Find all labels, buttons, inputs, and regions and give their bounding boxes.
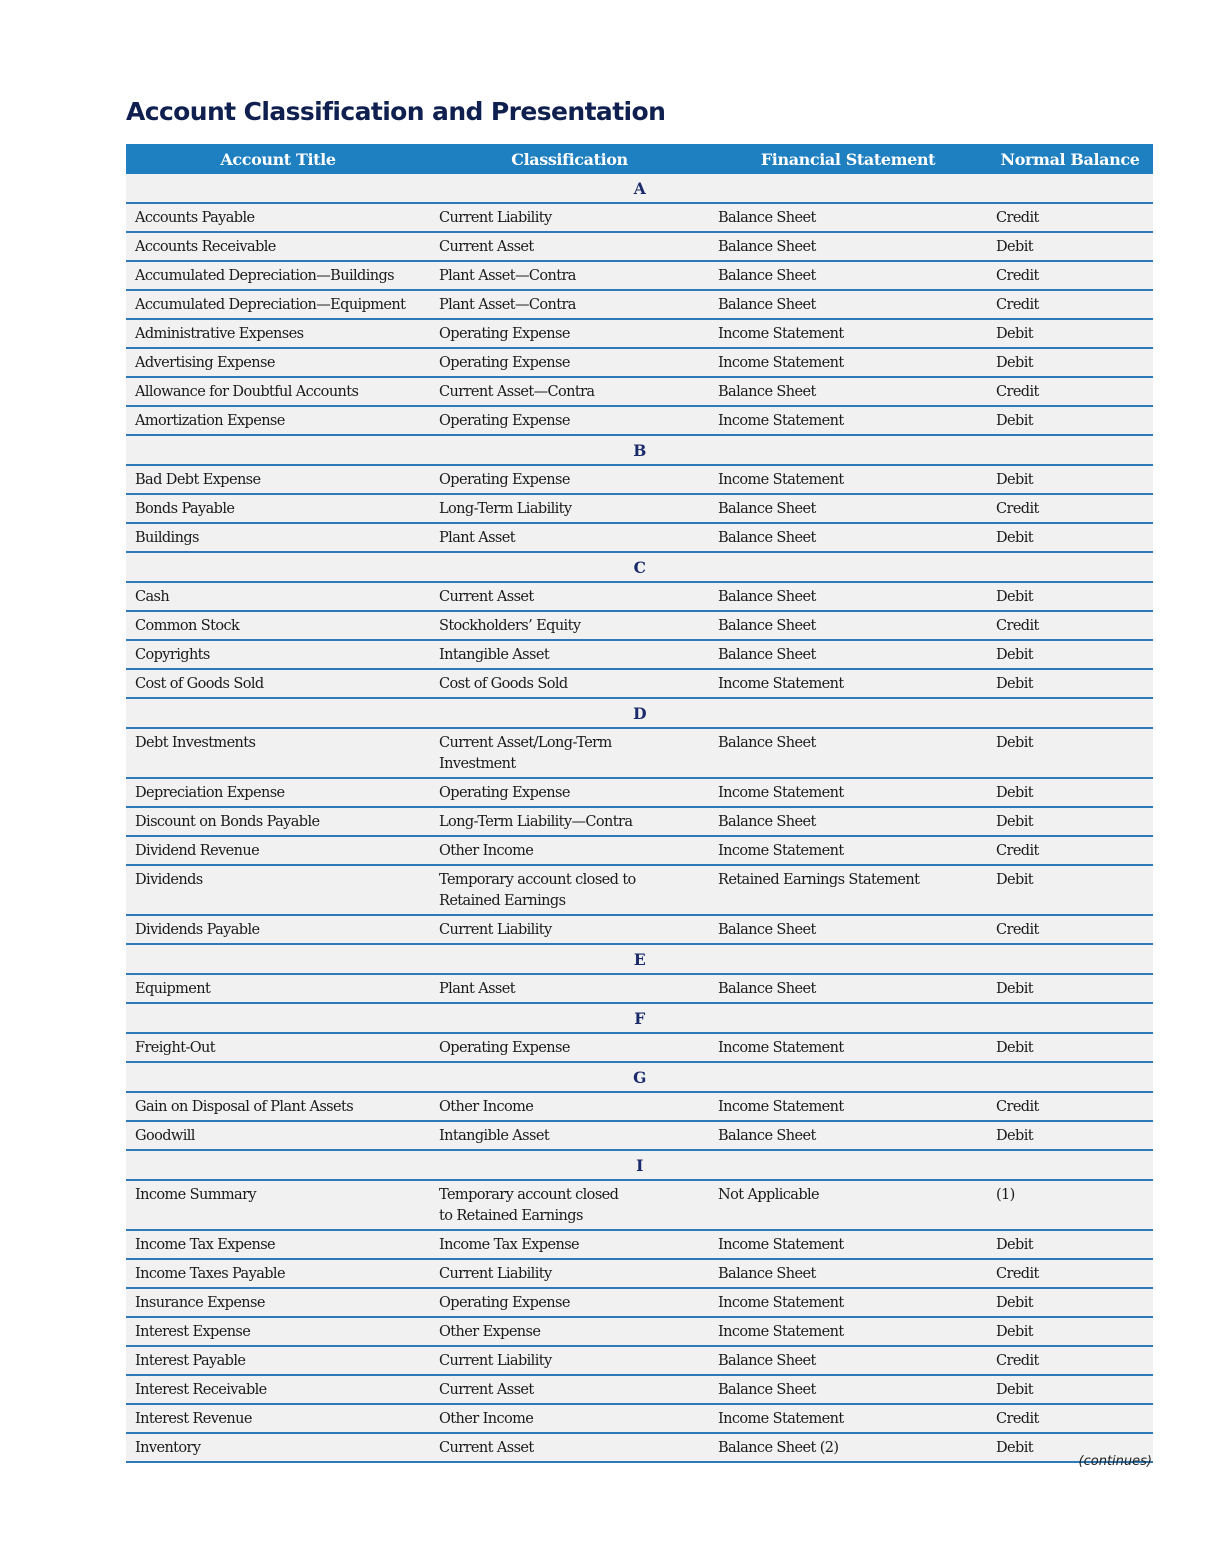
financial-statement-cell: Balance Sheet xyxy=(709,582,987,611)
normal-balance-cell: Debit xyxy=(987,1433,1153,1462)
account-title-cell: Inventory xyxy=(126,1433,430,1462)
normal-balance-cell: Debit xyxy=(987,1230,1153,1259)
normal-balance-cell: Debit xyxy=(987,669,1153,698)
account-title-cell: Freight-Out xyxy=(126,1033,430,1062)
normal-balance-cell: Credit xyxy=(987,1259,1153,1288)
header-row xyxy=(126,144,1153,174)
financial-statement-cell: Balance Sheet xyxy=(709,1259,987,1288)
table-row xyxy=(126,261,1153,290)
table-row xyxy=(126,1259,1153,1288)
section-letter-row xyxy=(126,944,1153,974)
table-row xyxy=(126,348,1153,377)
table-row xyxy=(126,582,1153,611)
normal-balance-cell: Credit xyxy=(987,494,1153,523)
normal-balance-cell: Credit xyxy=(987,836,1153,865)
financial-statement-cell: Balance Sheet xyxy=(709,1375,987,1404)
classification-cell: Current Liability xyxy=(430,203,709,232)
classification-cell: Operating Expense xyxy=(430,319,709,348)
table-row xyxy=(126,778,1153,807)
financial-statement-cell: Income Statement xyxy=(709,1033,987,1062)
classification-cell: Current Asset xyxy=(430,232,709,261)
normal-balance-cell: Debit xyxy=(987,640,1153,669)
normal-balance-cell: Credit xyxy=(987,290,1153,319)
section-letter: F xyxy=(126,1003,1153,1033)
table-row xyxy=(126,1404,1153,1433)
table-row xyxy=(126,1230,1153,1259)
financial-statement-cell: Balance Sheet xyxy=(709,807,987,836)
financial-statement-cell: Balance Sheet xyxy=(709,611,987,640)
financial-statement-cell: Retained Earnings Statement xyxy=(709,865,987,915)
table-row xyxy=(126,1317,1153,1346)
table-row xyxy=(126,836,1153,865)
account-title-cell: Income Taxes Payable xyxy=(126,1259,430,1288)
classification-cell: Temporary account closed to Retained Earnings xyxy=(430,865,709,915)
account-title-cell: Discount on Bonds Payable xyxy=(126,807,430,836)
column-header-normal-balance: Normal Balance xyxy=(987,144,1153,174)
normal-balance-cell: Credit xyxy=(987,1346,1153,1375)
account-title-cell: Goodwill xyxy=(126,1121,430,1150)
table-row xyxy=(126,377,1153,406)
financial-statement-cell: Balance Sheet xyxy=(709,203,987,232)
table-row xyxy=(126,974,1153,1003)
continues-note: (continues) xyxy=(1078,1454,1152,1469)
classification-cell: Operating Expense xyxy=(430,406,709,435)
account-title-cell: Equipment xyxy=(126,974,430,1003)
table-row xyxy=(126,232,1153,261)
account-title-cell: Interest Revenue xyxy=(126,1404,430,1433)
classification-cell: Intangible Asset xyxy=(430,640,709,669)
classification-cell: Current Asset xyxy=(430,582,709,611)
financial-statement-cell: Balance Sheet xyxy=(709,290,987,319)
section-letter-row xyxy=(126,552,1153,582)
account-title-cell: Cost of Goods Sold xyxy=(126,669,430,698)
financial-statement-cell: Balance Sheet xyxy=(709,1346,987,1375)
account-title-cell: Allowance for Doubtful Accounts xyxy=(126,377,430,406)
financial-statement-cell: Income Statement xyxy=(709,1404,987,1433)
financial-statement-cell: Balance Sheet xyxy=(709,232,987,261)
section-letter-row xyxy=(126,1062,1153,1092)
financial-statement-cell: Balance Sheet xyxy=(709,728,987,778)
classification-cell: Operating Expense xyxy=(430,465,709,494)
account-title-cell: Income Tax Expense xyxy=(126,1230,430,1259)
classification-cell: Other Income xyxy=(430,1404,709,1433)
section-letter: E xyxy=(126,944,1153,974)
section-letter-row xyxy=(126,1150,1153,1180)
account-title-cell: Bad Debt Expense xyxy=(126,465,430,494)
table-row xyxy=(126,807,1153,836)
classification-cell: Plant Asset—Contra xyxy=(430,290,709,319)
table-row xyxy=(126,523,1153,552)
financial-statement-cell: Not Applicable xyxy=(709,1180,987,1230)
account-title-cell: Insurance Expense xyxy=(126,1288,430,1317)
account-title-cell: Depreciation Expense xyxy=(126,778,430,807)
normal-balance-cell: Credit xyxy=(987,611,1153,640)
normal-balance-cell: Debit xyxy=(987,465,1153,494)
normal-balance-cell: Debit xyxy=(987,232,1153,261)
section-letter: B xyxy=(126,435,1153,465)
financial-statement-cell: Income Statement xyxy=(709,319,987,348)
financial-statement-cell: Balance Sheet xyxy=(709,915,987,944)
classification-cell: Income Tax Expense xyxy=(430,1230,709,1259)
normal-balance-cell: Credit xyxy=(987,1404,1153,1433)
classification-cell: Current Asset—Contra xyxy=(430,377,709,406)
classification-cell: Operating Expense xyxy=(430,778,709,807)
account-title-cell: Dividend Revenue xyxy=(126,836,430,865)
normal-balance-cell: Debit xyxy=(987,1033,1153,1062)
classification-cell: Intangible Asset xyxy=(430,1121,709,1150)
normal-balance-cell: Debit xyxy=(987,974,1153,1003)
financial-statement-cell: Income Statement xyxy=(709,465,987,494)
table-row xyxy=(126,203,1153,232)
column-header-account-title: Account Title xyxy=(126,144,430,174)
classification-cell: Current Liability xyxy=(430,1259,709,1288)
account-title-cell: Interest Payable xyxy=(126,1346,430,1375)
account-title-cell: Amortization Expense xyxy=(126,406,430,435)
classification-cell: Current Liability xyxy=(430,915,709,944)
section-letter: A xyxy=(126,174,1153,203)
classification-cell: Plant Asset xyxy=(430,523,709,552)
financial-statement-cell: Balance Sheet (2) xyxy=(709,1433,987,1462)
classification-cell: Current Liability xyxy=(430,1346,709,1375)
normal-balance-cell: Credit xyxy=(987,915,1153,944)
section-letter: G xyxy=(126,1062,1153,1092)
normal-balance-cell: Debit xyxy=(987,348,1153,377)
classification-cell: Plant Asset xyxy=(430,974,709,1003)
account-title-cell: Accounts Receivable xyxy=(126,232,430,261)
classification-cell: Current Asset xyxy=(430,1375,709,1404)
account-title-cell: Interest Expense xyxy=(126,1317,430,1346)
account-title-cell: Bonds Payable xyxy=(126,494,430,523)
section-letter: I xyxy=(126,1150,1153,1180)
financial-statement-cell: Balance Sheet xyxy=(709,640,987,669)
section-letter-row xyxy=(126,1003,1153,1033)
financial-statement-cell: Balance Sheet xyxy=(709,261,987,290)
normal-balance-cell: Debit xyxy=(987,1288,1153,1317)
classification-cell: Operating Expense xyxy=(430,348,709,377)
normal-balance-cell: Debit xyxy=(987,728,1153,778)
account-title-cell: Accumulated Depreciation—Equipment xyxy=(126,290,430,319)
financial-statement-cell: Balance Sheet xyxy=(709,494,987,523)
table-row xyxy=(126,1121,1153,1150)
table-row xyxy=(126,1092,1153,1121)
section-letter-row xyxy=(126,435,1153,465)
account-title-cell: Advertising Expense xyxy=(126,348,430,377)
classification-cell: Cost of Goods Sold xyxy=(430,669,709,698)
table-row xyxy=(126,1375,1153,1404)
column-header-financial-statement: Financial Statement xyxy=(709,144,987,174)
table-row xyxy=(126,319,1153,348)
section-letter-row xyxy=(126,174,1153,203)
table-row xyxy=(126,728,1153,778)
classification-cell: Other Income xyxy=(430,1092,709,1121)
classification-cell: Plant Asset—Contra xyxy=(430,261,709,290)
column-header-classification: Classification xyxy=(430,144,709,174)
table-row xyxy=(126,669,1153,698)
account-title-cell: Income Summary xyxy=(126,1180,430,1230)
financial-statement-cell: Income Statement xyxy=(709,1288,987,1317)
classification-cell: Stockholders’ Equity xyxy=(430,611,709,640)
normal-balance-cell: Debit xyxy=(987,1317,1153,1346)
classification-cell: Long-Term Liability—Contra xyxy=(430,807,709,836)
account-title-cell: Common Stock xyxy=(126,611,430,640)
normal-balance-cell: Debit xyxy=(987,523,1153,552)
normal-balance-cell: Credit xyxy=(987,261,1153,290)
account-title-cell: Copyrights xyxy=(126,640,430,669)
classification-cell: Operating Expense xyxy=(430,1033,709,1062)
section-letter-row xyxy=(126,698,1153,728)
account-title-cell: Cash xyxy=(126,582,430,611)
table-row xyxy=(126,1033,1153,1062)
classification-cell: Long-Term Liability xyxy=(430,494,709,523)
normal-balance-cell: Credit xyxy=(987,1092,1153,1121)
normal-balance-cell: Debit xyxy=(987,406,1153,435)
account-title-cell: Buildings xyxy=(126,523,430,552)
account-title-cell: Interest Receivable xyxy=(126,1375,430,1404)
financial-statement-cell: Income Statement xyxy=(709,836,987,865)
table-row xyxy=(126,465,1153,494)
normal-balance-cell: Debit xyxy=(987,865,1153,915)
section-letter: C xyxy=(126,552,1153,582)
table-header xyxy=(126,144,1153,174)
table-row xyxy=(126,406,1153,435)
normal-balance-cell: Credit xyxy=(987,203,1153,232)
account-title-cell: Gain on Disposal of Plant Assets xyxy=(126,1092,430,1121)
financial-statement-cell: Balance Sheet xyxy=(709,1121,987,1150)
classification-cell: Temporary account closed to Retained Earnings xyxy=(430,1180,709,1230)
normal-balance-cell: Credit xyxy=(987,377,1153,406)
account-title-cell: Accumulated Depreciation—Buildings xyxy=(126,261,430,290)
account-title-cell: Debt Investments xyxy=(126,728,430,778)
account-title-cell: Dividends xyxy=(126,865,430,915)
financial-statement-cell: Income Statement xyxy=(709,1230,987,1259)
financial-statement-cell: Income Statement xyxy=(709,1092,987,1121)
table-row xyxy=(126,611,1153,640)
table-row xyxy=(126,494,1153,523)
table-row xyxy=(126,1180,1153,1230)
account-title-cell: Accounts Payable xyxy=(126,203,430,232)
financial-statement-cell: Income Statement xyxy=(709,1317,987,1346)
financial-statement-cell: Balance Sheet xyxy=(709,974,987,1003)
account-title-cell: Administrative Expenses xyxy=(126,319,430,348)
table-row xyxy=(126,640,1153,669)
classification-cell: Current Asset xyxy=(430,1433,709,1462)
normal-balance-cell: (1) xyxy=(987,1180,1153,1230)
page-title: Account Classification and Presentation xyxy=(126,97,666,126)
financial-statement-cell: Income Statement xyxy=(709,348,987,377)
classification-cell: Other Expense xyxy=(430,1317,709,1346)
section-letter: D xyxy=(126,698,1153,728)
table-body xyxy=(126,174,1153,1462)
account-classification-table xyxy=(126,144,1153,1463)
table-row xyxy=(126,1346,1153,1375)
normal-balance-cell: Debit xyxy=(987,807,1153,836)
normal-balance-cell: Debit xyxy=(987,1375,1153,1404)
account-title-cell: Dividends Payable xyxy=(126,915,430,944)
table-row xyxy=(126,865,1153,915)
normal-balance-cell: Debit xyxy=(987,778,1153,807)
normal-balance-cell: Debit xyxy=(987,1121,1153,1150)
table-row xyxy=(126,1433,1153,1462)
financial-statement-cell: Balance Sheet xyxy=(709,523,987,552)
classification-cell: Other Income xyxy=(430,836,709,865)
normal-balance-cell: Debit xyxy=(987,582,1153,611)
classification-cell: Current Asset/Long-Term Investment xyxy=(430,728,709,778)
table-row xyxy=(126,915,1153,944)
financial-statement-cell: Income Statement xyxy=(709,778,987,807)
table-row xyxy=(126,1288,1153,1317)
financial-statement-cell: Income Statement xyxy=(709,406,987,435)
normal-balance-cell: Debit xyxy=(987,319,1153,348)
financial-statement-cell: Income Statement xyxy=(709,669,987,698)
financial-statement-cell: Balance Sheet xyxy=(709,377,987,406)
table-row xyxy=(126,290,1153,319)
classification-cell: Operating Expense xyxy=(430,1288,709,1317)
